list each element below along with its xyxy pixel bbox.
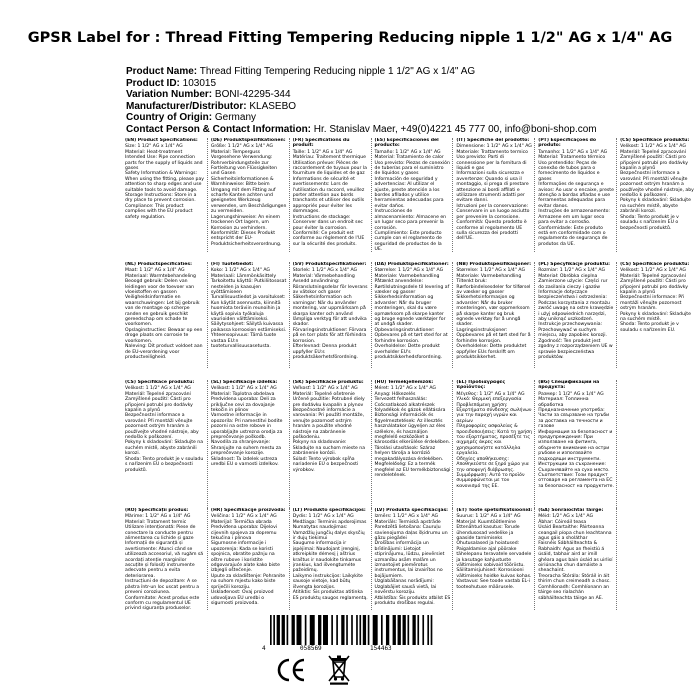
manufacturer-row — [126, 101, 646, 113]
spec-body: Velikost: 1 1/2" AG x 1/4" AG Materiál: Tepelné zpracování Zamýšlené použití: Části pro připojení potrubí pro dodávky kapalin a plynů Bezpečnostní informace: Při montáži věnujte pozornost ostrým hranám. Pokyny k skladování: Skladujte na suchém místě. Shoda: Tento produkt je v souladu s nařízením EU. — [620, 268, 691, 333]
spec-body: Suurus: 1 1/2" AG x 1/4" AG Materjal: Kuumtöötlemine Ettenähtud kasutus: Torude ühendusosad vedelike ja gaaside tarnimiseks Ohutusalased ja hoiatused: Paigaldamise ajal pöörake tähelepanu teravatele servadele ja kasutage kahjustuste vältimiseks sobivaid tööriistu. Säilitamisjuhised: Korrosiooni vältimiseks hoidke kuivas kohas. Vastavus: See toode vastab EL-i tooteohutuse määrusele. — [456, 514, 532, 590]
spec-heading: (FR) Spécifications du produit: — [292, 138, 350, 149]
spec-block — [125, 380, 207, 510]
spec-block — [289, 508, 371, 610]
spec-heading: (NL) Productspecificaties: — [125, 262, 192, 267]
spec-block — [207, 138, 289, 252]
spec-grid-row-1 — [125, 138, 698, 252]
spec-heading: (ES) Especificaciones del producto: — [374, 138, 439, 149]
barcode-bar — [381, 615, 383, 645]
crossed-out-wheelie-bin-icon — [326, 652, 352, 685]
product-name-label: Product Name: — [126, 66, 198, 77]
spec-heading: (HR) Specifikacije proizvoda: — [210, 508, 286, 513]
spec-heading: (SK) Špecifikácie produktu: — [292, 380, 364, 385]
variation-label: Variation Number: — [126, 89, 213, 100]
spec-heading: (GA) Sonraíochtaí Táirge: — [538, 508, 604, 513]
spec-heading: (EL) Προδιαγραφές προϊόντος: — [456, 380, 506, 391]
spec-body: Maat: 1 1/2" AG x 1/4" AG Materiaal: Warmtebehandeling Beoogd gebruik: Delen van leidingen voor de toevoer van vloeistoffen en gassen Veiligheidsinformatie en waarschuwingen: Let bij gebruik van de montage op scherpe randen en gebruik geschikt gereedschap om schade te voorkomen. Opslaginstructies: Bewaar op een droge plaats om corrosie te voorkomen. Naleving: Dit product voldoet aan de EU-verordening voor productveiligheid. — [125, 268, 203, 360]
spec-block — [125, 138, 207, 252]
spec-body: Dimensione: 1 1/2" AG x 1/4" AG Materiale: Trattamento termico Uso previsto: Parti di connessione per la fornitura di liquidi e gas Informazioni sulla sicurezza e avvertenze: Quando si usa il montaggio, si prega di prestare attenzione ai bordi affilati e utilizzare strumenti adatti per evitare danni. Istruzioni per la conservazione: Conservare in un luogo asciutto per prevenire la corrosione. Conformità: Questo prodotto è conforme al regolamento UE sulla sicurezza dei prodotti dell'UE. — [456, 144, 532, 242]
barcode-bar — [277, 615, 280, 645]
spec-block — [616, 380, 698, 510]
spec-heading: (CS) Specifikace produktu: — [620, 138, 690, 143]
barcode-bar — [368, 615, 370, 645]
spec-block — [452, 380, 534, 510]
spec-grid-row-3 — [125, 380, 698, 510]
product-info — [126, 66, 646, 135]
spec-block — [616, 508, 698, 610]
spec-block — [534, 508, 616, 610]
product-id-label: Product ID: — [126, 77, 180, 89]
ce-mark-icon — [276, 657, 306, 683]
spec-heading: (IT) Specifiche del prodotto: — [456, 138, 530, 143]
spec-body: Storlek: 1 1/2" AG x 1/4" AG Material: Värmebehandling Avsedd användning: Röranslutningsdelar för leverans av vätskor och gaser Säkerhetsinformation och varningar: När du använder montering, var uppmärksam på skarpa kanter och använd lämpliga verktyg för att undvika skador. Förvaringsinstruktioner: Förvara på en torr plats för att förhindra korrosion. Efterlevnad: Denna produkt uppfyller EU:s produktsäkerhetsförordning. — [292, 268, 368, 360]
barcode-bar — [412, 615, 415, 645]
spec-body: Tamaño: 1 1/2" AG x 1/4" AG Material: Tratamiento de calor Uso previsto: Piezas de conexión de tuberías para el suministro de líquidos y gases Información de seguridad y advertencias: Al utilizar el ajuste, preste atención a los bordes afilados y utilice herramientas adecuadas para evitar daños. Instrucciones de almacenamiento: Almacene en un lugar seco para prevenir la corrosión. Cumplimiento: Este producto cumple con el reglamento de seguridad de productos de la UE. — [374, 149, 450, 252]
barcode-bar — [386, 615, 389, 645]
spec-body: Izmērs: 1 1/2" AG x 1/4" AG Materiāls: Termiskā apstrāde Paredzētā lietošana: Cauruļu savienojuma daļas šķidrumu un gāzu piegādei Drošības informācija un brīdinājumi: Lietojot stiprinājumu, lūdzu, pievērsiet uzmanību asām malām un izmantojiet piemērotus instrumentus, lai izvairītos no bojājumiem. Uzglabāšanas norādījumi: Uzglabājiet sausā vietā, lai novērstu koroziju. Atbilstība: Šis produkts atbilst ES produktu drošības regulai. — [374, 514, 451, 606]
spec-body: Størrelse: 1 1/2" AG x 1/4" AG Materiale: Varmebehandling Tiltenkt bruk: Rørforbindelsesdeler for tilførsel av væsker og gasser Sikkerhetsinformasjon og advarsler: Når du bruker monteringen, vær oppmerksom på skarpe kanter og bruk egnede verktøy for å unngå skader. Lagringsinstruksjoner: Oppbevares på et tørt sted for å forhindre korrosjon. Overholdelse: Dette produktet oppfyller EUs forskrift om produktsikkerhet. — [456, 268, 531, 360]
spec-heading: (NB) Produktspesifikasjoner: — [456, 262, 532, 267]
spec-block — [289, 262, 371, 368]
spec-heading: (SV) Produktspecifikationer: — [292, 262, 367, 267]
product-name-value: Thread Fitting Tempering Reducing nipple 1 1/2" AG x 1/4" AG — [199, 66, 476, 77]
barcode-bar — [403, 615, 406, 645]
barcode-bar — [318, 615, 321, 645]
spec-block — [207, 508, 289, 610]
barcode-bar — [331, 615, 333, 645]
spec-body: Dydis: 1 1/2" AG x 1/4" AG Medžiaga: Terminis apdorojimas Numatytas naudojimas: Vamzdžių jungčių dalys skysčių ir dujų tiekimui Saugumo informacija ir įspėjimai: Naudojant įrenginį, atkreipkite dėmesį į aštrius kraštus ir naudokite tinkamus įrankius, kad išvengtumėte pažeidimų. Laikymo instrukcijos: Laikykite sausoje vietoje, kad būtų išvengta korozijos. Atitiktis: Šis produktas atitinka ES produktų saugos reglamentą. — [292, 514, 368, 601]
spec-block — [616, 138, 698, 252]
spec-block — [371, 508, 453, 610]
spec-block — [534, 138, 616, 252]
spec-grid-row-4 — [125, 508, 698, 610]
spec-body: Rozmiar: 1 1/2" AG x 1/4" AG Materiał: Obróbka cieplna Zamierzone użycie: Części rur do zasilania cieczy i gazów Informacje dotyczące bezpieczeństwa i ostrzeżenia: Podczas korzystania z montażu zwróć uwagę na ostre krawędzie i użyj odpowiednich narzędzi, aby uniknąć uszkodzeń. Instrukcje przechowywania: Przechowywać w suchym miejscu, aby zapobiec korozji. Zgodność: Ten produkt jest zgodny z rozporządzeniem UE w sprawie bezpieczeństwa produktów. — [538, 268, 614, 360]
spec-block — [371, 262, 453, 368]
spec-body: Taille: 1 1/2" AG x 1/4" AG Matériau: Traitement thermique Utilisation prévue: Pièces de raccordement de tuyaux pour la fourniture de liquides et de gaz Informations de sécurité et avertissements: Lors de l'utilisation du raccord, veuillez porter attention aux bords tranchants et utiliser des outils appropriés pour éviter les dommages. Instructions de stockage: Conserver dans un endroit sec pour éviter la corrosion. Conformité: Ce produit est conforme au règlement de l'UE sur la sécurité des produits. — [292, 149, 367, 247]
spec-block — [207, 380, 289, 510]
spec-body: Méret: 1 1/2" AG x 1/4" AG Anyag: Hőkezelés Tervezett felhasználás: Csőcsatlakozó alkatrészek folyadékok és gázok ellátására Biztonsági információk és figyelmeztetések: Az illesztés használatakor ügyeljen az éles szélekre, és használjon megfelelő eszközöket a károsodás elkerülése érdekében. Tárolási utasítások: Száraz helyen tárolja a korrózió megakadályozása érdekében. Megfelelőség: Ez a termék megfelel az EU termékbiztonsági rendeletének. — [374, 386, 451, 478]
barcode-bar — [287, 615, 289, 645]
spec-heading: (PL) Specyfikacje produktu: — [538, 262, 610, 267]
spec-block — [452, 138, 534, 252]
spec-heading: (RO) Specificații produs: — [125, 508, 189, 513]
product-id-row — [126, 78, 646, 90]
spec-heading: (CS) Specifikace produktu: — [125, 380, 195, 385]
barcode-bar — [422, 615, 424, 645]
barcode-bar — [270, 615, 272, 645]
spec-heading: (DA) Produktspecifikationer: — [374, 262, 449, 267]
spec-body: Velikost: 1 1/2" AG x 1/4" AG Materiál: Tepelné zpracování Zamýšlené použití: Části pro připojení potrubí pro dodávky kapalin a plynů Bezpečnostní informace a varování: Při montáži věnujte pozornost ostrým hranám a používejte vhodné nástroje, aby nedošlo k poškození. Pokyny k skladování: Skladujte na suchém místě, abyste zabránili korozi. Shoda: Tento produkt je v souladu s nařízením EU o bezpečnosti produktů. — [125, 386, 204, 473]
barcode-bar — [323, 615, 328, 645]
spec-block — [452, 508, 534, 610]
spec-heading: (LT) Produkto specifikacijos: — [292, 508, 366, 513]
barcode-bar — [341, 615, 344, 645]
contact-row — [126, 124, 646, 136]
barcode-group-2: 154463 — [370, 645, 392, 652]
spec-block — [616, 262, 698, 368]
barcode-bar — [427, 615, 429, 645]
spec-body: Størrelse: 1 1/2" AG x 1/4" AG Materiale: Varmebehandling Påtænkt anvendelse: Rørtilslutningsdele til levering af væsker og gasser Sikkerhedsinformation og advarsler: Når du bruger monteringen, skal du være opmærksom på skarpe kanter og bruge egnede værktøjer for at undgå skader. Opbevaringsinstruktioner: Opbevares på et tørt sted for at forhindre korrosion. Overholdelse: Dette produkt overholder EU's produktsikkerhedsforordning. — [374, 268, 450, 360]
barcode-bar — [336, 615, 338, 645]
ean-barcode — [268, 615, 436, 645]
spec-body: Veľkosť: 1 1/2" AG x 1/4" AG Materiál: Tepelné ošetrenie Určené použitie: Potrubné diely pre dodávku kvapalín a plynov Bezpečnostné informácie a varovania: Pri použití montáže, venujte pozornosť ostrým hranám a použite vhodné nástroje na zabránenie poškodeniu. Pokyny na skladovanie: Skladujte na suchom mieste na zabránenie korózii. Súlad: Tento výrobok spĺňa nariadenie EÚ o bezpečnosti výrobkov. — [292, 386, 366, 473]
barcode-bar — [356, 615, 358, 645]
barcode-bar — [398, 615, 401, 645]
spec-heading: (PT) Especificações do produto: — [538, 138, 597, 149]
variation-row — [126, 89, 646, 101]
manufacturer-label: Manufacturer/Distributor: — [126, 100, 247, 112]
spec-heading: (HU) Termékjellemzők: — [374, 380, 434, 385]
contact-label: Contact Person & Contact Information: — [126, 123, 312, 135]
country-label: Country of Origin: — [126, 112, 213, 123]
barcode-bar — [292, 615, 295, 645]
spec-block — [371, 380, 453, 510]
spec-block — [452, 262, 534, 368]
spec-body: Velikost: 1 1/2" AG x 1/4" AG Material: Toplotna obdelava Predvidena uporaba: Deli za priključne cevi za dovajanje tekočin in plinov Varnostne informacije in opozorila: Pri namestitvi bodite pozorni na ostre robove in uporabljajte ustrezna orodja za preprečevanje poškodb. Navodila za shranjevanje: Shranjujte na suhem mestu za preprečevanje korozije. Skladnost: Ta izdelek ustreza uredbi EU o varnosti izdelkov. — [210, 386, 283, 468]
spec-body: Mărime: 1 1/2" AG x 1/4" AG Material: Tratament termic Utilizare intenționată: Piese de conectare la conducte pentru alimentarea cu lichide și gaze Informații de siguranță și avertismente: Atunci când se utilizează accesoriul, vă rugăm să acordați atenție marginilor ascuțite și folosiți instrumente adecvate pentru a evita deteriorarea. Instrucțiuni de depozitare: A se păstra într-un loc uscat pentru a preveni coroziunea. Conformitate: Acest produs este conform cu regulamentul UE privind siguranța produselor. — [125, 514, 204, 610]
barcode-bar — [282, 615, 285, 645]
barcode-bar — [417, 615, 419, 645]
barcode-bar — [297, 615, 302, 645]
spec-heading: (ET) Toote spetsifikatsioonid: — [456, 508, 533, 513]
barcode-bar — [305, 615, 307, 645]
country-row — [126, 112, 646, 124]
contact-value: Hr. Stanislav Maer, +49(0)4221 45 777 00, info@boni-shop.com — [313, 123, 597, 135]
spec-heading: (SL) Specifikacije izdelka: — [210, 380, 278, 385]
spec-block — [125, 508, 207, 610]
spec-heading: (LV) Produkta specifikācijas: — [374, 508, 449, 513]
barcode-bar — [273, 615, 275, 645]
barcode-bar — [346, 615, 348, 645]
label-title: GPSR Label for : Thread Fitting Tempering Reducing nipple 1 1/2" AG x 1/4" AG — [27, 30, 673, 46]
barcode-bar — [431, 615, 433, 645]
spec-block — [207, 262, 289, 368]
barcode-bar — [351, 615, 353, 645]
spec-heading: (BG) Спецификации на продукта: — [538, 380, 600, 391]
spec-body: Size: 1 1/2" AG x 1/4" AG Material: Heat-treatment Intended Use: Pipe connection parts for the supply of liquids and gases Safety Information & Warnings: When using the fitting, please pay attention to sharp edges and use suitable tools to avoid damage. Storage Instructions: Store in a dry place to prevent corrosion. Compliance: This product complies with the EU product safety regulation. — [125, 144, 205, 220]
product-name-row — [126, 66, 646, 78]
spec-block — [534, 380, 616, 510]
barcode-bar — [310, 615, 315, 645]
spec-body: Tamanho: 1 1/2" AG x 1/4" AG Material: Tratamento térmico Uso pretendido: Peças de conexão de tubos para o fornecimento de líquidos e gases Informações de segurança e avisos: Ao usar o encaixe, preste atenção a bordas afiadas e use ferramentas adequadas para evitar danos. Instruções de armazenamento: Armazene em um lugar seco para evitar a corrosão. Conformidade: Este produto está em conformidade com o regulamento de segurança de produtos da UE. — [538, 149, 614, 247]
barcode-bar — [373, 615, 378, 645]
spec-grid-row-2 — [125, 262, 698, 368]
spec-block — [534, 262, 616, 368]
barcode-group-1: 058569 — [300, 645, 322, 652]
product-id-value: 103015 — [182, 77, 217, 89]
spec-heading: (DE) Produktspezifikationen: — [210, 138, 286, 143]
spec-body: Koko: 1 1/2" AG x 1/4" AG Materiaali: Lämmönkäsittely Tarkoitettu käyttö: Putkiliitososat nesteiden ja kaasujen syöttämiseen Turvallisuustiedot ja varoitukset: Kun käytät asennusta, kiinnitä huomiota teräviin reunoihin ja käytä sopivia työkaluja vaurioiden välttämiseksi. Säilytysohjeet: Säilytä kuivassa paikassa korroosion estämiseksi. Yhteensopivuus: Tämä tuote vastaa EU:n tuoteturvallisuusasetusta. — [210, 268, 287, 350]
spec-block — [289, 138, 371, 252]
spec-body: Размер: 1 1/2" AG x 1/4" AG Материал: Топлинна обработка Предназначение употреба: Части за свързване на тръби за доставка на течности и газове Информация за безопасност и предупреждения: При използване на фитинга, обърнете внимание на остри ръбове и използвайте подходящи инструменти. Инструкции за съхранение: Съхранявайте на сухо място. Съответствие: Този продукт отговаря на регламента на ЕС за безопасност на продуктите. — [538, 391, 614, 489]
barcode-left-digit: 4 — [262, 645, 266, 652]
spec-block — [371, 138, 453, 252]
barcode-bar — [407, 615, 409, 645]
spec-body: Méid: 1/2" AG x 1/4" AG Ábhar: Cóireáil teasa Úsáid Beartaithe: Páirteanna ceangail píopa chun leachtanna agus gáis a sholáthar Faisnéis Sábháilteachta & Rabhaidh: Agus an fheistiú á úsáid, tabhair aird ar imill ghéara agus bain úsáid as uirlisí oiriúnacha chun damáiste a sheachaint. Treoracha Stórála: Stóráil in áit thirim chun creimeadh a chosc. Comhlíonadh: Comhlíonann an táirge seo rialachán sábháilteachta táirge an AE. — [538, 514, 613, 601]
country-value: Germany — [214, 112, 257, 123]
barcode-bar — [363, 615, 366, 645]
spec-body: Veličina: 1 1/2" AG x 1/4" AG Materijal: Termička obrada Predviđena uporaba: Dijelovi cijevnih spojeva za dopremu tekućina i plinova Sigurnosne informacije i upozorenja: Kada se koristi spojnica, obratite pažnju na oštre rubove i koristite odgovarajuće alate kako biste izbjegli oštećenje. Upute za skladištenje: Pohranite na suhom mjestu kako biste spriječili koroziju. Usklađenost: Ovaj proizvod udovoljava EU uredbi o sigurnosti proizvoda. — [210, 514, 286, 606]
spec-heading: (FI) Tuotetiedot: — [210, 262, 254, 267]
manufacturer-value: KLASEBO — [249, 100, 297, 112]
barcode-bar — [359, 615, 361, 645]
spec-heading: (CS) Specifikace produktu: — [620, 262, 690, 267]
variation-value: BONI-42295-344 — [214, 89, 291, 100]
spec-body: Velikost: 1 1/2" AG x 1/4" AG Materiál: Tepelné zpracování Zamýšlené použití: Části pro připojení potrubí pro dodávky kapalin a plynů Bezpečnostní informace a varování: Při montáži věnujte pozornost ostrým hranám a používejte vhodné nástroje, aby nedošlo k poškození. Pokyny k skladování: Skladujte na suchém místě, abyste zabránili korozi. Shoda: Tento produkt je v souladu s nařízením EU o bezpečnosti produktů. — [620, 144, 694, 231]
spec-heading: (EN) Product Specifications: — [125, 138, 198, 143]
spec-body: Größe: 1 1/2" AG x 1/4" AG Material: Temperguss Vorgesehene Verwendung: Rohrverbindungsteile zur Fortleitung von Flüssigkeiten und Gasen Sicherheitsinformationen & Warnhinweise: Bitte beim Umgang mit dem Fitting auf scharfe Kanten achten und geeignetes Werkzeug verwenden, um Beschädigungen zu vermeiden. Lagerungshinweise: An einem trockenen Ort lagern, um Korrosion zu verhindern. Konformität: Dieses Produkt entspricht der EU-Produktsicherheitsverordnung. — [210, 144, 287, 247]
barcode-bar — [393, 615, 396, 645]
spec-block — [125, 262, 207, 368]
spec-block — [289, 380, 371, 510]
spec-body: Μέγεθος: 1 1/2" AG x 1/4" AG Υλικό: Θερμική επεξεργασία Προβλεπόμενη χρήση: Εξαρτήματα σύνδεσης σωλήνων για την παροχή υγρών και αερίων Πληροφορίες ασφαλείας & προειδοποιήσεις: Κατά τη χρήση του εξαρτήματος, προσέξτε τις αιχμηρές άκρες και χρησιμοποιήστε κατάλληλα εργαλεία. Οδηγίες αποθήκευσης: Αποθηκεύστε σε ξηρό χώρο για την αποφυγή διάβρωσης. Συμμόρφωση: Αυτό το προϊόν συμμορφώνεται με τον κανονισμό της ΕΕ. — [456, 391, 532, 489]
